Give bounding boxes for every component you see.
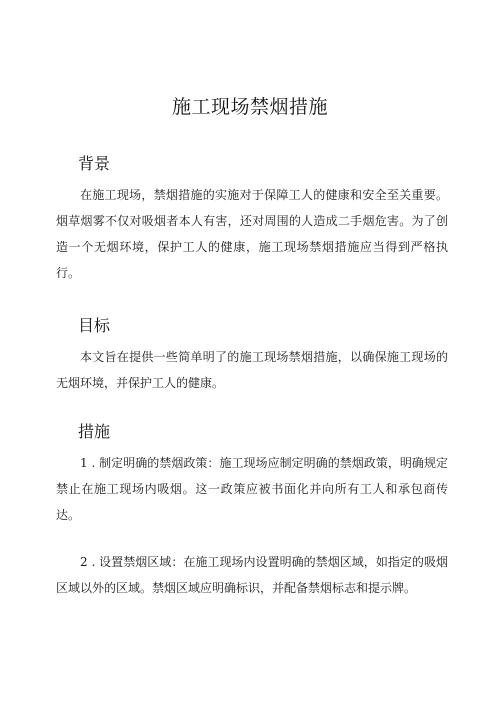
section-heading: 目标 — [78, 316, 111, 335]
section-heading: 措施 — [78, 422, 111, 441]
section-measures — [56, 422, 448, 601]
section-goal — [56, 316, 448, 396]
section-heading: 背景 — [78, 154, 111, 173]
section-background — [56, 154, 448, 286]
section-paragraph: 在施工现场，禁烟措施的实施对于保障工人的健康和安全至关重要。烟草烟雾不仅对吸烟者本人有害，还对周围的人造成二手烟危害。为了创造一个无烟环境，保护工人的健康，施工现场禁烟措施应当得到严格执行。 — [56, 188, 448, 280]
measure-item: 2 . 设置禁烟区域：在施工现场内设置明确的禁烟区域，如指定的吸烟区域以外的区域。禁烟区域应明确标识，并配备禁烟标志和提示牌。 — [56, 555, 448, 595]
document-title: 施工现场禁烟措施 — [171, 96, 328, 118]
section-paragraph: 本文旨在提供一些简单明了的施工现场禁烟措施，以确保施工现场的无烟环境，并保护工人的健康。 — [56, 350, 448, 390]
measure-item: 1 . 制定明确的禁烟政策：施工现场应制定明确的禁烟政策，明确规定禁止在施工现场内吸烟。这一政策应被书面化并向所有工人和承包商传达。 — [56, 456, 448, 522]
